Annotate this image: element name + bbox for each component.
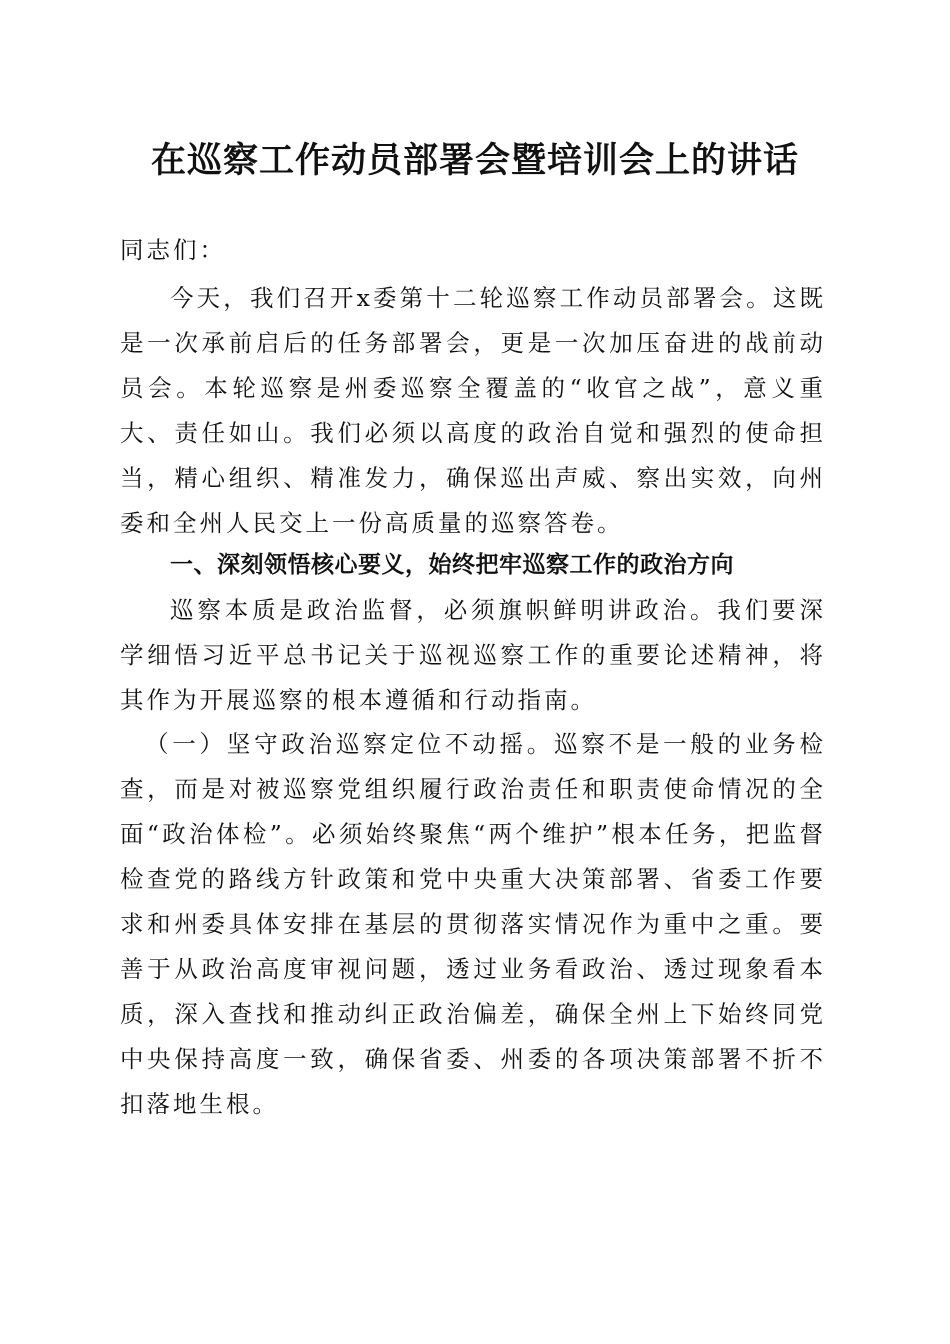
section-heading-1: 一、深刻领悟核心要义，始终把牢巡察工作的政治方向 xyxy=(170,552,734,578)
salutation: 同志们： xyxy=(120,236,226,264)
paragraph-subsection-1 xyxy=(120,722,826,1127)
subsection-heading-1: （一）坚守政治巡察定位不动摇。 xyxy=(145,730,555,758)
subsection-body-1: 巡察不是一般的业务检查，而是对被巡察党组织履行政治责任和职责使命情况的全面“政治体检”。必须始终聚焦“两个维护”根本任务，把监督检查党的路线方针政策和党中央重大决策部署、省委工作要求和州委具体安排在基层的贯彻落实情况作为重中之重。要善于从政治高度审视问题，透过业务看政治、透过现象看本质，深入查找和推动纠正政治偏差，确保全州上下始终同党中央保持高度一致，确保省委、州委的各项决策部署不折不扣落地生根。 xyxy=(120,730,826,1118)
paragraph-intro: 今天，我们召开x委第十二轮巡察工作动员部署会。这既是一次承前启后的任务部署会，更是一次加压奋进的战前动员会。本轮巡察是州委巡察全覆盖的“收官之战”，意义重大、责任如山。我们必须以高度的政治自觉和强烈的使命担当，精心组织、精准发力，确保巡出声威、察出实效，向州委和全州人民交上一份高质量的巡察答卷。 xyxy=(120,284,826,537)
document-title: 在巡察工作动员部署会暨培训会上的讲话 xyxy=(150,140,799,181)
paragraph-section1-intro: 巡察本质是政治监督，必须旗帜鲜明讲政治。我们要深学细悟习近平总书记关于巡视巡察工作的重要论述精神，将其作为开展巡察的根本遵循和行动指南。 xyxy=(120,596,826,714)
